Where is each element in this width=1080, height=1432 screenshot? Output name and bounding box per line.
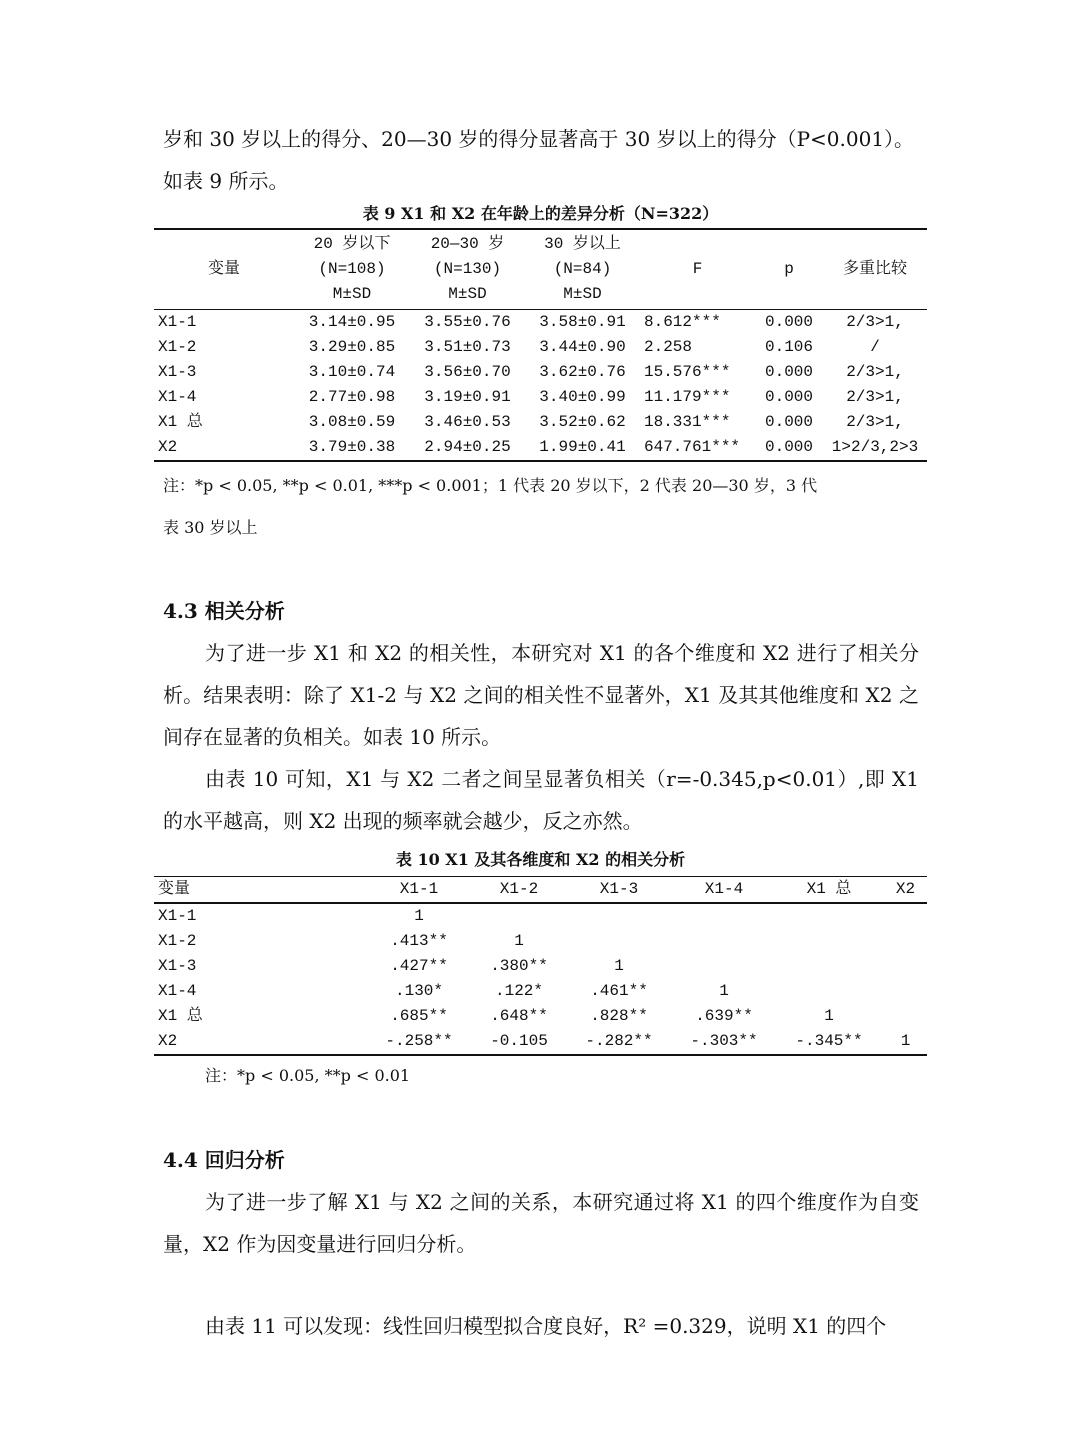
g2-label: 20—30 岁 [430,235,505,253]
table10-header-cell: X1-3 [599,880,639,898]
table-cell: X1-2 [158,932,197,950]
table-row [154,979,927,1004]
g1-label: 20 岁以下 [313,235,391,253]
table-cell: 1>2/3,2>3 [831,438,919,456]
table-cell: 3.44±0.90 [539,338,626,356]
table-cell: / [870,338,880,356]
table-cell: 15.576*** [644,363,731,381]
table-cell: 647.761*** [644,438,741,456]
table-cell: X1 总 [158,413,203,431]
table10-caption: 表 10 X1 及其各维度和 X2 的相关分析 [395,850,686,869]
table-row [154,360,927,385]
table-cell [674,903,774,929]
table9 [154,228,927,462]
section-4-3-para-1: 为了进一步 X1 和 X2 的相关性，本研究对 X1 的各个维度和 X2 进行了相关分析。结果表明：除了 X1-2 与 X2 之间的相关性不显著外，X1 及其其他维度和 X2 之间存在显著的负相关。如表 10 所示。 [163,641,919,749]
table-cell: .427** [390,957,448,975]
table10-header-cell: X1-4 [704,880,744,898]
table-cell: 1 [824,1007,834,1025]
table-row [154,310,927,336]
table-cell: 3.52±0.62 [539,413,626,431]
table-cell [564,929,674,954]
table-cell: X1-4 [158,388,197,406]
table-cell: 2.94±0.25 [424,438,511,456]
table-row [154,954,927,979]
table-cell: 3.40±0.99 [539,388,626,406]
table-cell [884,929,927,954]
table-cell [774,979,884,1004]
table-cell: .122* [494,982,543,1000]
table-row [154,929,927,954]
table-cell: 3.19±0.91 [424,388,511,406]
table-row [154,903,927,929]
table-row [154,385,927,410]
table-row [154,335,927,360]
table9-header-row [154,229,927,310]
table-cell [774,954,884,979]
table10-header-cell: X1-1 [399,880,439,898]
table-cell: 0.000 [764,363,813,381]
table9-header-p: p [784,260,794,278]
g2-n: (N=130) [433,260,502,278]
table-cell: -.345** [795,1032,863,1050]
g3-n: (N=84) [553,260,612,278]
table-cell: 0.000 [764,388,813,406]
table-cell: X2 [158,1032,178,1050]
g3-label: 30 岁以上 [544,235,621,253]
table10 [154,876,927,1056]
table-cell: 1 [514,932,524,950]
section-4-4-heading: 4.4 回归分析 [163,1148,285,1172]
table-cell: 18.331*** [644,413,731,431]
table-cell: .461** [590,982,648,1000]
table9-note [163,465,923,549]
table9-note-line-2: 表 30 岁以上 [163,518,258,537]
table9-header-multi: 多重比较 [842,260,907,278]
section-4-3-para-2: 由表 10 可知，X1 与 X2 二者之间呈显著负相关（r=-0.345,p<0.01）,即 X1 的水平越高，则 X2 出现的频率就会越少，反之亦然。 [163,767,919,833]
g2-stat: M±SD [448,285,487,303]
table9-header-g1 [294,229,410,310]
table-cell: X1 总 [158,1007,203,1025]
table-cell: -0.105 [490,1032,548,1050]
g1-n: (N=108) [318,260,386,278]
table-cell: .648** [490,1007,548,1025]
table-cell: 3.08±0.59 [308,413,396,431]
table-cell: 3.79±0.38 [308,438,396,456]
table10-header-cell: 变量 [158,880,191,898]
table-cell: -.282** [585,1032,653,1050]
table-cell: X1-2 [158,338,197,356]
table-cell [674,929,774,954]
table-cell: -.258** [385,1032,453,1050]
table10-header-cell: X1-2 [499,880,539,898]
table-cell: .380** [490,957,548,975]
table-cell: 1.99±0.41 [539,438,626,456]
table-cell: .828** [590,1007,648,1025]
table-cell: 1 [614,957,624,975]
table-cell: 3.10±0.74 [308,363,396,381]
section-4-4 [163,1145,919,1347]
table-cell [774,929,884,954]
table-cell: .639** [695,1007,753,1025]
table-row [154,410,927,435]
table-cell: 1 [719,982,729,1000]
section-4-3-heading: 4.3 相关分析 [163,599,285,623]
table-cell: 0.000 [764,438,813,456]
table-cell: 3.29±0.85 [308,338,396,356]
section-4-4-para-2: 由表 11 可以发现：线性回归模型拟合度良好，R² =0.329，说明 X1 的四个 [205,1314,887,1338]
table9-header-g2 [410,229,525,310]
intro-line-2: 如表 9 所示。 [163,169,289,193]
table-cell: 0.000 [764,413,813,431]
table-cell: .130* [394,982,443,1000]
table-cell [884,979,927,1004]
intro-block [163,118,919,202]
table-cell: 3.14±0.95 [308,313,396,331]
intro-line-1: 岁和 30 岁以上的得分、20—30 岁的得分显著高于 30 岁以上的得分（P<0.001）。 [163,127,915,151]
section-4-3 [163,596,919,842]
table-cell [884,954,927,979]
table-cell: 2/3>1, [846,363,904,381]
table-cell [674,954,774,979]
table-cell: X1-4 [158,982,197,1000]
table-cell: 11.179*** [644,388,731,406]
table-cell: 8.612*** [644,313,721,331]
table-cell: 0.106 [764,338,813,356]
table-cell: 0.000 [764,313,813,331]
table9-note-line-1: 注：*p < 0.05, **p < 0.01, ***p < 0.001；1 代表 20 岁以下，2 代表 20—30 岁，3 代 [163,476,818,495]
section-4-4-para-1: 为了进一步了解 X1 与 X2 之间的关系，本研究通过将 X1 的四个维度作为自变量，X2 作为因变量进行回归分析。 [163,1190,919,1256]
table-cell: X1-3 [158,957,197,975]
table-cell: 3.58±0.91 [539,313,626,331]
table-cell: 1 [414,907,424,925]
table9-caption: 表 9 X1 和 X2 在年龄上的差异分析（N=322） [362,204,719,223]
table-row [154,1029,927,1055]
table-cell: 3.46±0.53 [424,413,511,431]
table-cell: 3.62±0.76 [539,363,626,381]
table-cell: X2 [158,438,178,456]
table-cell: 2/3>1, [846,413,904,431]
table9-header-g3 [525,229,640,310]
table-cell: 3.51±0.73 [424,338,511,356]
table-cell [774,903,884,929]
table-cell: .413** [390,932,448,950]
table-cell: 2.77±0.98 [308,388,396,406]
table-row [154,1004,927,1029]
table10-note: 注：*p < 0.05, **p < 0.01 [205,1066,411,1085]
table-cell: X1-1 [158,907,197,925]
table-cell: X1-1 [158,313,197,331]
table-cell [884,903,927,929]
g3-stat: M±SD [563,285,602,303]
table-cell: 3.55±0.76 [424,313,511,331]
table-cell: X1-3 [158,363,197,381]
table10-header-cell: X1 总 [806,880,852,898]
table10-header-cell: X2 [895,880,916,898]
table-cell: 3.56±0.70 [424,363,511,381]
table-cell [474,903,564,929]
table-row [154,435,927,461]
table-cell: .685** [390,1007,448,1025]
table-cell: 1 [900,1032,911,1050]
table10-header-row [154,877,927,904]
table-cell: -.303** [690,1032,758,1050]
table9-header-var: 变量 [207,260,240,278]
table-cell: 2.258 [644,338,693,356]
table-cell [884,1004,927,1029]
table-cell: 2/3>1, [846,313,904,331]
table-cell: 2/3>1, [846,388,904,406]
table-cell [564,903,674,929]
g1-stat: M±SD [332,285,372,303]
table9-header-f: F [692,260,703,278]
